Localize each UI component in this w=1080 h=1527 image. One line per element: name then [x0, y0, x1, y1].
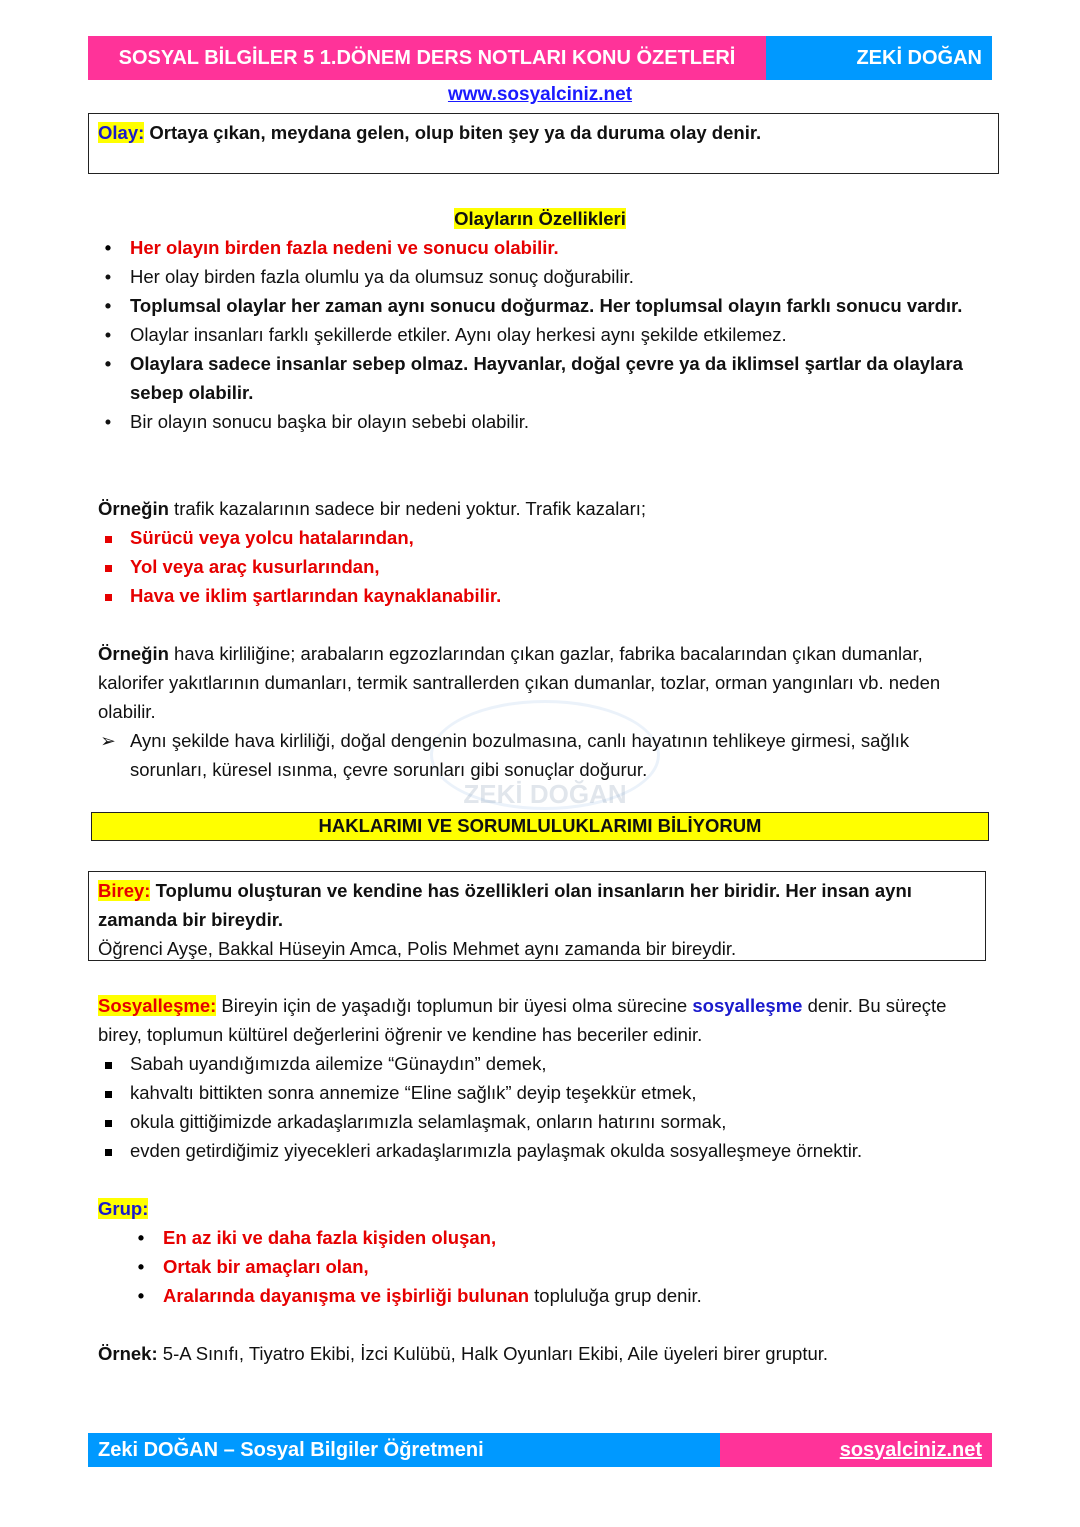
list-item: kahvaltı bittikten sonra annemize “Eline sağlık” deyip teşekkür etmek, — [98, 1078, 988, 1107]
list-item: • Her olayın birden fazla nedeni ve sonucu olabilir. — [104, 237, 559, 258]
sosyallesme-section: Sosyalleşme: Bireyin için de yaşadığı toplumun bir üyesi olma sürecine sosyalleşme denir. Bu süreçte birey, toplumun kültürel değerlerini öğrenir ve kendine has beceriler edinir. Sabah uyandığımızda ailemize “Günaydın” demek, kahvaltı bittikten sonra annemize “Eline sağlık” deyip teşekkür etmek, okula gittiğimizde arkadaşlarımızla selamlaşmak, onların hatırını sormak, evden getirdiğimiz yiyecekleri arkadaşlarımızla paylaşmak okulda sosyalleşmeye örnektir. — [98, 991, 988, 1165]
arrow-icon: ➢ — [100, 730, 116, 751]
list-item: Yol veya araç kusurlarından, — [98, 552, 988, 581]
grup-section: Grup: • En az iki ve daha fazla kişiden oluşan, • Ortak bir amaçları olan, • Aralarında dayanışma ve işbirliği bulunan topluluğa grup denir. — [98, 1194, 988, 1310]
header-title: SOSYAL BİLGİLER 5 1.DÖNEM DERS NOTLARI KONU ÖZETLERİ — [88, 36, 766, 80]
list-item: evden getirdiğimiz yiyecekleri arkadaşlarımızla paylaşmak okulda sosyalleşmeye örnektir. — [98, 1136, 988, 1165]
page-header — [88, 36, 992, 80]
birey-example: Öğrenci Ayşe, Bakkal Hüseyin Amca, Polis Mehmet aynı zamanda bir bireydir. — [98, 938, 737, 959]
header-author: ZEKİ DOĞAN — [766, 36, 992, 80]
footer-link[interactable]: sosyalciniz.net — [720, 1433, 992, 1467]
page-footer — [88, 1433, 992, 1467]
footer-author: Zeki DOĞAN – Sosyal Bilgiler Öğretmeni — [88, 1433, 720, 1467]
ornek-line: Örnek: 5-A Sınıfı, Tiyatro Ekibi, İzci Kulübü, Halk Oyunları Ekibi, Aile üyeleri birer gruptur. — [98, 1343, 829, 1364]
birey-term: Birey: — [98, 880, 151, 901]
section-title: HAKLARIMI VE SORUMLULUKLARIMI BİLİYORUM — [91, 812, 989, 841]
olay-definition: Ortaya çıkan, meydana gelen, olup biten şey ya da duruma olay denir. — [144, 122, 762, 143]
list-item: Sürücü veya yolcu hatalarından, — [98, 523, 988, 552]
list-item: • Ortak bir amaçları olan, — [137, 1256, 369, 1277]
list-item: • Toplumsal olaylar her zaman aynı sonucu doğurmaz. Her toplumsal olayın farklı sonucu vardır. — [104, 295, 963, 316]
list-item: Hava ve iklim şartlarından kaynaklanabilir. — [98, 581, 988, 610]
example1: Örneğin trafik kazalarının sadece bir nedeni yoktur. Trafik kazaları; Sürücü veya yolcu hatalarından, Yol veya araç kusurlarından, Hava ve iklim şartlarından kaynaklanabilir. — [98, 494, 988, 610]
list-item: • Olaylar insanları farklı şekillerde etkiler. Aynı olay herkesi aynı şekilde etkilemez. — [104, 324, 787, 345]
list-item: • En az iki ve daha fazla kişiden oluşan, — [137, 1227, 497, 1248]
olay-term: Olay: — [98, 122, 145, 143]
example2: Örneğin hava kirliliğine; arabaların egzozlarından çıkan gazlar, fabrika bacalarından çıkan dumanlar, kalorifer yakıtlarının dumanları, termik santrallerden çıkan dumanlar, tozlar, orman yangınları vb. neden olabilir. ➢ Aynı şekilde hava kirliliği, doğal dengenin bozulmasına, canlı hayatının tehlikeye girmesi, sağlık sorunları, küresel ısınma, çevre sorunları gibi sonuçlar doğurur. — [98, 639, 988, 784]
list-item: • Aralarında dayanışma ve işbirliği bulunan topluluğa grup denir. — [137, 1285, 702, 1306]
features-list — [98, 233, 988, 436]
list-item: • Her olay birden fazla olumlu ya da olumsuz sonuç doğurabilir. — [104, 266, 634, 287]
website-link[interactable]: www.sosyalciniz.net — [447, 84, 633, 105]
list-item: okula gittiğimizde arkadaşlarımızla selamlaşmak, onların hatırını sormak, — [98, 1107, 988, 1136]
watermark-logo: ZEKİ DOĞAN — [430, 700, 660, 810]
list-item: ➢ Aynı şekilde hava kirliliği, doğal dengenin bozulmasına, canlı hayatının tehlikeye girmesi, sağlık sorunları, küresel ısınma, çevre sorunları gibi sonuçlar doğurur. — [98, 726, 988, 784]
features-title: Olayların Özellikleri — [454, 208, 626, 229]
list-item: • Bir olayın sonucu başka bir olayın sebebi olabilir. — [104, 411, 530, 432]
list-item: • Olaylara sadece insanlar sebep olmaz. Hayvanlar, doğal çevre ya da iklimsel şartlar da olaylara sebep olabilir. — [104, 353, 963, 403]
list-item: Sabah uyandığımızda ailemize “Günaydın” demek, — [98, 1049, 988, 1078]
olay-definition-box — [88, 113, 999, 174]
birey-definition-box: Birey: Toplumu oluşturan ve kendine has özellikleri olan insanların her biridir. Her insan aynı zamanda bir bireydir. Öğrenci Ayşe, Bakkal Hüseyin Amca, Polis Mehmet aynı zamanda bir bireydir. — [88, 871, 986, 961]
features-title-wrap — [0, 204, 1080, 233]
